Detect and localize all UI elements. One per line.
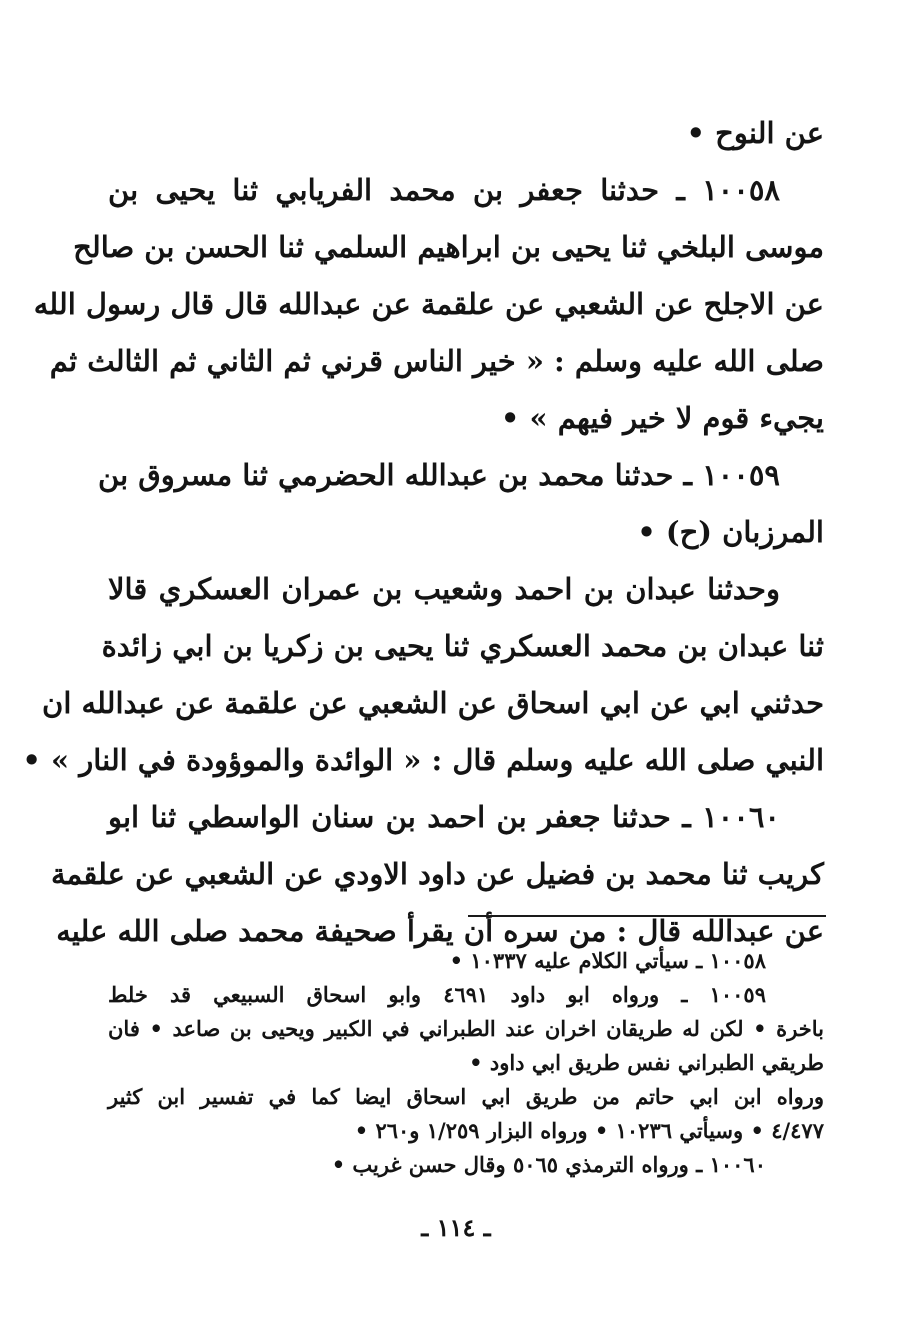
footnote-line: طريقي الطبراني نفس طريق ابي داود • (469, 1050, 824, 1075)
text-line: النبي صلى الله عليه وسلم قال : « الوائدة والموؤودة في النار » • (22, 743, 824, 777)
footnote-line: ورواه ابن ابي حاتم من طريق ابي اسحاق ايضا كما في تفسير ابن كثير (108, 1084, 824, 1109)
footnote-divider (468, 915, 826, 917)
text-line: ١٠٠٥٨ ـ حدثنا جعفر بن محمد الفريابي ثنا يحيى بن (108, 173, 780, 207)
text-line: عن النوح • (686, 116, 824, 150)
text-line: ١٠٠٦٠ ـ حدثنا جعفر بن احمد بن سنان الواسطي ثنا ابو (108, 800, 780, 834)
page-number: ـ ١١٤ ـ (421, 1213, 491, 1242)
text-line: صلى الله عليه وسلم : « خير الناس قرني ثم الثاني ثم الثالث ثم (49, 344, 824, 378)
text-line: كريب ثنا محمد بن فضيل عن داود الاودي عن الشعبي عن علقمة (51, 857, 824, 891)
footnote-line: ١٠٠٦٠ ـ ورواه الترمذي ٥٠٦٥ وقال حسن غريب • (331, 1152, 766, 1177)
text-line: موسى البلخي ثنا يحيى بن ابراهيم السلمي ثنا الحسن بن صالح (73, 230, 824, 264)
footnote-line: باخرة • لكن له طريقان اخران عند الطبراني في الكبير ويحيى بن صاعد • فان (108, 1016, 824, 1041)
text-line: وحدثنا عبدان بن احمد وشعيب بن عمران العسكري قالا (108, 572, 780, 606)
text-line: ثنا عبدان بن محمد العسكري ثنا يحيى بن زكريا بن ابي زائدة (101, 629, 824, 663)
text-line: يجيء قوم لا خير فيهم » • (500, 401, 824, 435)
main-text (22, 105, 824, 960)
text-line: عن عبدالله قال : من سره أن يقرأ صحيفة محمد صلى الله عليه (56, 914, 824, 948)
text-line: المرزبان (ح) • (637, 515, 824, 549)
text-line: ١٠٠٥٩ ـ حدثنا محمد بن عبدالله الحضرمي ثنا مسروق بن (98, 458, 780, 492)
text-line: حدثني ابي عن ابي اسحاق عن الشعبي عن علقمة عن عبدالله ان (42, 686, 824, 720)
footnote-line: ١٠٠٥٩ ـ ورواه ابو داود ٤٦٩١ وابو اسحاق السبيعي قد خلط (108, 982, 766, 1007)
footnote-line: ١٠٠٥٨ ـ سيأتي الكلام عليه ١٠٣٣٧ • (449, 948, 766, 973)
footnotes (108, 944, 824, 1182)
footnote-line: ٤/٤٧٧ • وسيأتي ١٠٢٣٦ • ورواه البزار ١/٢٥٩ و٢٦٠ • (354, 1118, 824, 1143)
text-line: عن الاجلح عن الشعبي عن علقمة عن عبدالله قال قال رسول الله (33, 287, 824, 321)
